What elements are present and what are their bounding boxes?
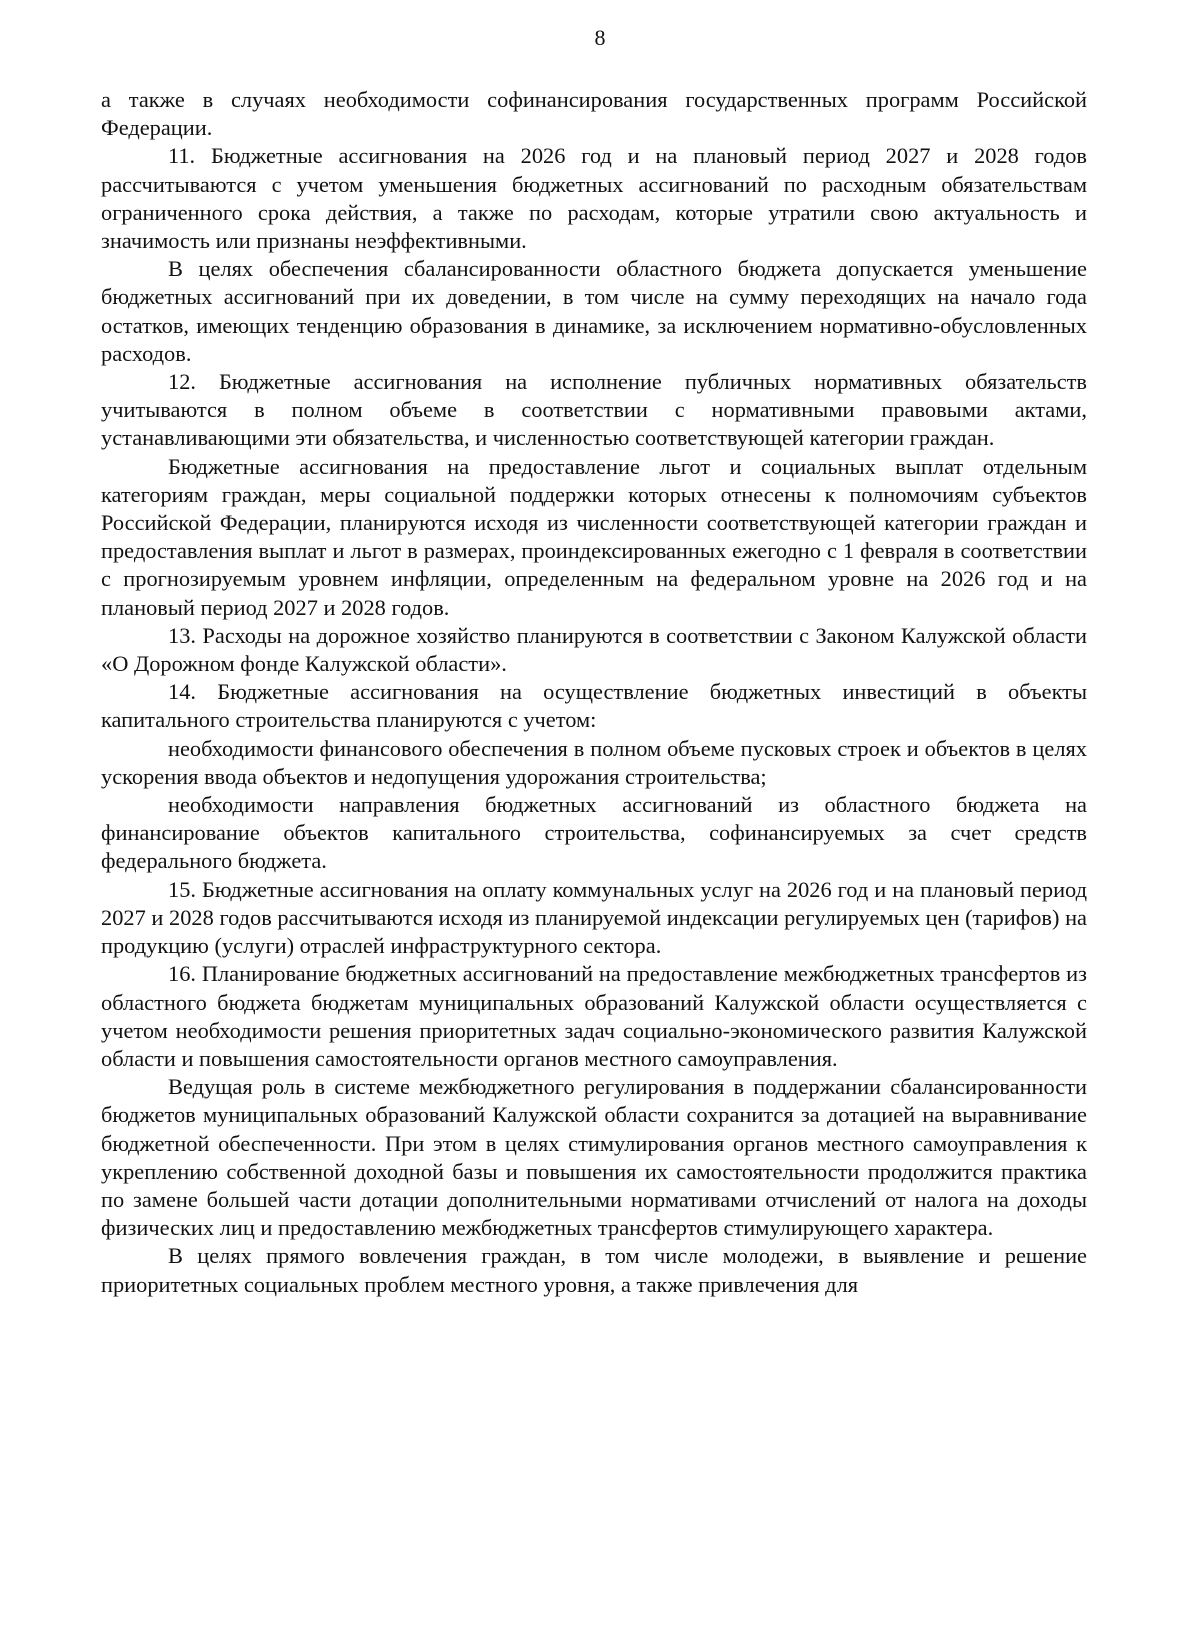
paragraph-social-payments: Бюджетные ассигнования на предоставление льгот и социальных выплат отдельным категориям граждан, меры социальной поддержки которых отнесены к полномочиям субъектов Российской Федерации, планируются исходя из численности соответствующей категории граждан и предоставления выплат и льгот в размерах, проиндексированных ежегодно с 1 февраля в соответствии с прогнозируемым уровнем инфляции, определенным на федеральном уровне на 2026 год и на плановый период 2027 и 2028 годов.	[101, 453, 1087, 620]
paragraph-balance: В целях обеспечения сбалансированности областного бюджета допускается уменьшение бюджетных ассигнований при их доведении, в том числе на сумму переходящих на начало года остатков, имеющих тенденцию образования в динамике, за исключением нормативно-обусловленных расходов.	[101, 256, 1087, 366]
paragraph-equalization: Ведущая роль в системе межбюджетного регулирования в поддержании сбалансированности бюджетов муниципальных образований Калужской области сохранится за дотацией на выравнивание бюджетной обеспеченности. При этом в целях стимулирования органов местного самоуправления к укреплению собственной доходной базы и повышения их самостоятельности продолжится практика по замене большей части дотации дополнительными нормативами отчислений от налога на доходы физических лиц и предоставлению межбюджетных трансфертов стимулирующего характера.	[101, 1074, 1087, 1241]
paragraph-item-14: 14. Бюджетные ассигнования на осуществление бюджетных инвестиций в объекты капитального строительства планируются с учетом:	[101, 679, 1087, 733]
paragraph-item-11: 11. Бюджетные ассигнования на 2026 год и на плановый период 2027 и 2028 годов рассчитываются с учетом уменьшения бюджетных ассигнований по расходным обязательствам ограниченного срока действия, а также по расходам, которые утратили свою актуальность и значимость или признаны неэффективными.	[101, 143, 1087, 254]
paragraph-item-12: 12. Бюджетные ассигнования на исполнение публичных нормативных обязательств учитываются в полном объеме в соответствии с нормативными правовыми актами, устанавливающими эти обязательства, и численностью соответствующей категории граждан.	[101, 369, 1087, 451]
paragraph-item-13: 13. Расходы на дорожное хозяйство планируются в соответствии с Законом Калужской области «О Дорожном фонде Калужской области».	[101, 622, 1087, 677]
paragraph-continuation: а также в случаях необходимости софинансирования государственных программ Российской Федерации.	[101, 87, 1087, 141]
paragraph-item-14-b: необходимости направления бюджетных ассигнований из областного бюджета на финансирование объектов капитального строительства, софинансируемых за счет средств федерального бюджета.	[101, 792, 1087, 874]
paragraph-item-16: 16. Планирование бюджетных ассигнований на предоставление межбюджетных трансфертов из областного бюджета бюджетам муниципальных образований Калужской области осуществляется с учетом необходимости решения приоритетных задач социально-экономического развития Калужской области и повышения самостоятельности органов местного самоуправления.	[101, 961, 1087, 1071]
paragraph-citizen-involvement: В целях прямого вовлечения граждан, в том числе молодежи, в выявление и решение приоритетных социальных проблем местного уровня, а также привлечения для	[101, 1243, 1087, 1297]
paragraph-item-14-a: необходимости финансового обеспечения в полном объеме пусковых строек и объектов в целях ускорения ввода объектов и недопущения удорожания строительства;	[101, 735, 1087, 789]
document-body	[101, 86, 1087, 1299]
paragraph-item-15: 15. Бюджетные ассигнования на оплату коммунальных услуг на 2026 год и на плановый период 2027 и 2028 годов рассчитываются исходя из планируемой индексации регулируемых цен (тарифов) на продукцию (услуги) отраслей инфраструктурного сектора.	[101, 876, 1087, 959]
page-number: 8	[594, 25, 606, 50]
